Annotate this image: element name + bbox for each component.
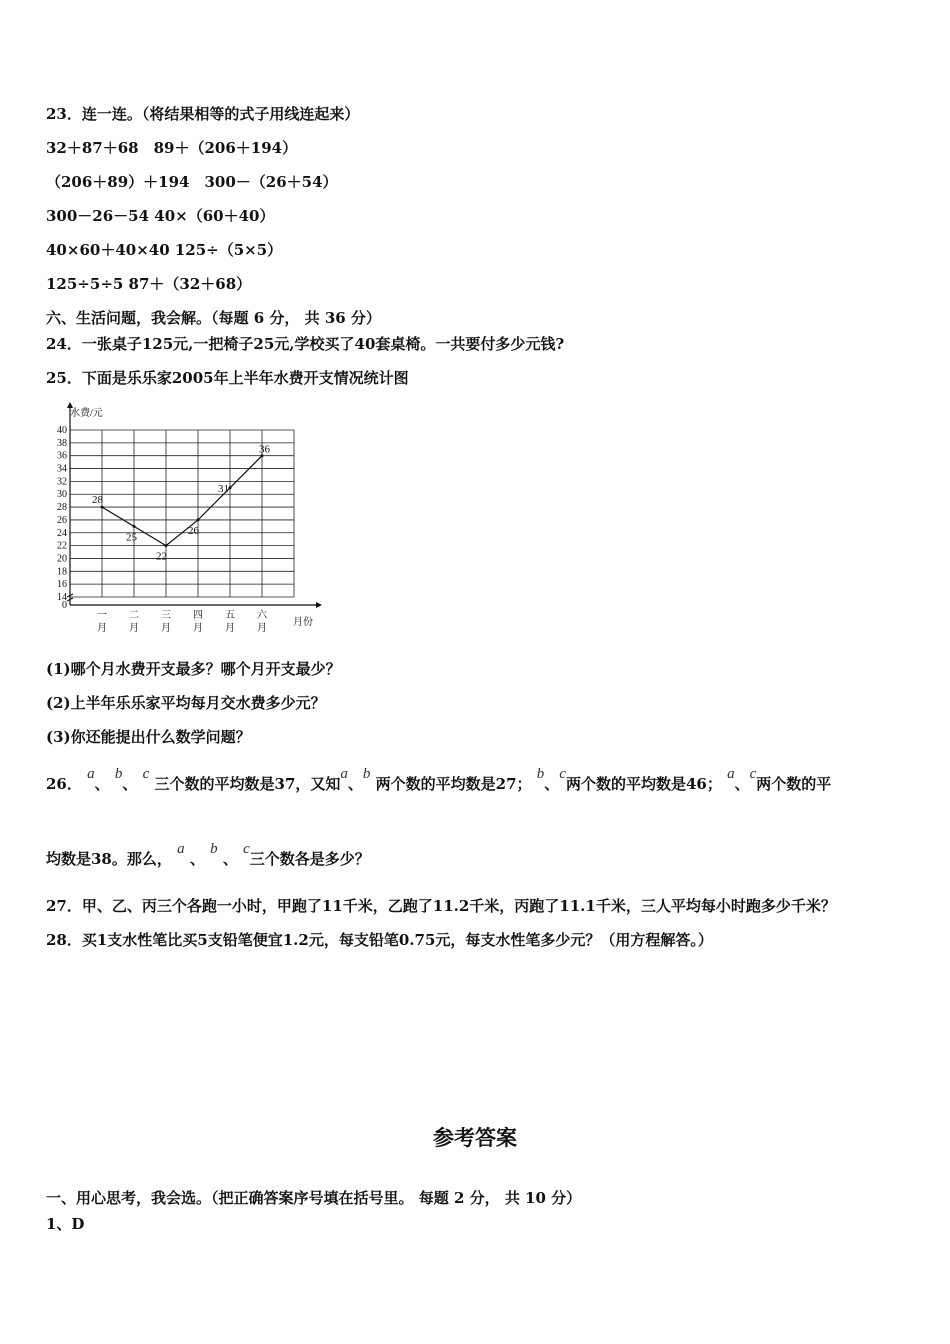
q23-row: （206＋89）＋194 300－（26＋54）	[46, 173, 338, 191]
var-b: b	[114, 766, 123, 782]
answer-section1: 一、用心思考，我会选。（把正确答案序号填在括号里。 每题 2 分， 共 10 分）	[46, 1189, 582, 1207]
y-tick-label: 14	[57, 592, 67, 603]
y-tick-label: 26	[57, 514, 67, 526]
var-c: c	[749, 766, 757, 782]
y-tick-label: 22	[57, 540, 67, 552]
q24: 24．一张桌子125元,一把椅子25元,学校买了40套桌椅。一共要付多少元钱?	[46, 335, 565, 353]
x-axis-label: 月份	[293, 617, 313, 628]
y-tick-label: 16	[57, 579, 67, 591]
var-c: c	[142, 766, 150, 782]
y-tick-label: 30	[57, 489, 67, 501]
y-tick-label: 24	[57, 527, 67, 539]
data-label: 36	[259, 443, 270, 456]
y-tick-label: 36	[57, 450, 67, 462]
var-c: c	[243, 841, 250, 857]
x-tick-label: 月	[129, 623, 139, 634]
x-tick-label: 三	[161, 610, 171, 621]
data-point	[165, 544, 168, 547]
x-axis-arrow	[316, 602, 322, 608]
q23-row: 40×60＋40×40 125÷（5×5）	[46, 241, 283, 259]
data-label: 28	[92, 494, 103, 507]
var-b: b	[210, 841, 218, 857]
y-tick-label: 38	[57, 437, 67, 449]
q27: 27．甲、乙、丙三个各跑一小时，甲跑了11千米，乙跑了11.2千米，丙跑了11.1千米，三人平均每小时跑多少千米？	[46, 897, 836, 915]
q23-row: 125÷5÷5 87＋（32＋68）	[46, 275, 252, 293]
q23-row: 300－26－54 40×（60＋40）	[46, 207, 275, 225]
var-c: c	[559, 766, 566, 782]
var-a: a	[87, 766, 95, 782]
q25-title: 25．下面是乐乐家2005年上半年水费开支情况统计图	[46, 369, 409, 387]
q25-sub3: (3)你还能提出什么数学问题？	[46, 728, 251, 746]
var-a: a	[340, 766, 348, 782]
x-tick-label: 五	[225, 610, 235, 621]
x-tick-label: 月	[225, 623, 235, 634]
x-tick-label: 六	[257, 610, 267, 621]
var-b: b	[536, 766, 545, 782]
answer-item1: 1、D	[46, 1215, 85, 1233]
data-point	[133, 525, 136, 528]
x-tick-label: 月	[161, 623, 171, 634]
var-a: a	[727, 766, 735, 782]
q23-title: 23．连一连。（将结果相等的式子用线连起来）	[46, 105, 360, 123]
data-label: 31	[218, 482, 229, 495]
y-tick-label: 40	[57, 425, 67, 436]
y-tick-label: 34	[57, 463, 67, 475]
q25-sub1: (1)哪个月水费开支最多？哪个月开支最少？	[46, 660, 341, 678]
x-tick-label: 月	[193, 623, 203, 634]
y-tick-label: 18	[57, 566, 67, 578]
y-tick-label: 20	[57, 553, 67, 565]
data-label: 22	[156, 550, 167, 563]
section6-heading: 六、生活问题，我会解。（每题 6 分， 共 36 分）	[46, 309, 381, 327]
q25-sub2: (2)上半年乐乐家平均每月交水费多少元？	[46, 694, 326, 712]
data-label: 26	[188, 524, 199, 537]
y-axis-arrow	[67, 402, 73, 408]
data-point	[197, 518, 200, 521]
x-tick-label: 一	[97, 610, 107, 621]
water-fee-line-chart	[48, 398, 328, 638]
y-tick-label: 0	[62, 600, 67, 611]
x-tick-label: 四	[193, 610, 203, 621]
y-tick-label: 32	[57, 476, 67, 488]
var-a: a	[177, 841, 185, 857]
q26-line2: 均数是38。那么， a 、 b 、 c三个数各是多少？	[46, 841, 370, 868]
y-tick-label: 28	[57, 502, 67, 514]
q23-row: 32＋87＋68 89＋（206＋194）	[46, 139, 298, 157]
y-axis-label: 水费/元	[70, 408, 103, 419]
x-tick-label: 月	[257, 623, 267, 634]
q28: 28．买1支水性笔比买5支铅笔便宜1.2元，每支铅笔0.75元，每支水性笔多少元？（用方程解答。）	[46, 931, 713, 949]
data-label: 25	[126, 531, 137, 544]
answer-title: 参考答案	[433, 1126, 517, 1150]
var-b: b	[362, 766, 371, 782]
q26-line1: 26． a、 b、 c 三个数的平均数是37，又知a、b 两个数的平均数是27； b、c两个数的平均数是46； a、c两个数的平	[46, 766, 832, 793]
x-tick-label: 二	[129, 610, 139, 621]
x-tick-label: 月	[97, 623, 107, 634]
